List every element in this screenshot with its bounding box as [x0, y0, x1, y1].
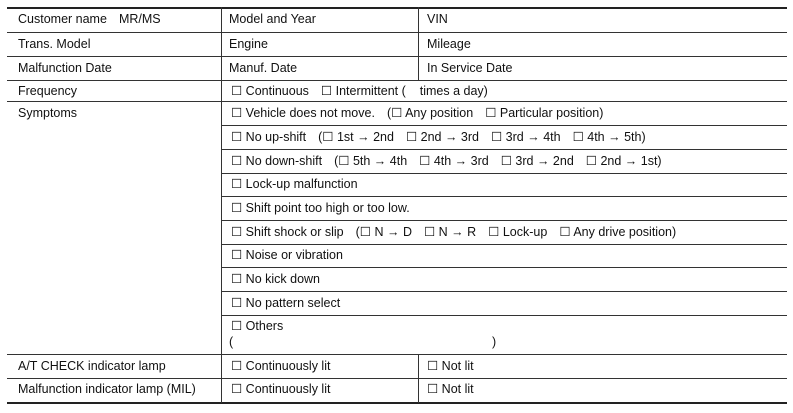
table-top-border — [7, 7, 787, 9]
row-divider — [7, 32, 787, 33]
row-divider — [222, 196, 787, 197]
downshift-2-1-checkbox[interactable]: ☐ 2nd → 1st) — [585, 154, 662, 168]
mil-not-lit-checkbox[interactable]: ☐ Not lit — [427, 382, 474, 396]
no-kickdown-checkbox[interactable]: ☐ No kick down — [231, 272, 321, 286]
others-close-paren: ) — [492, 335, 497, 349]
column-divider — [418, 7, 419, 80]
trans-model-label: Trans. Model — [18, 37, 91, 51]
upshift-1-2-checkbox[interactable]: (☐ 1st → 2nd — [318, 130, 394, 144]
customer-name-label: Customer name MR/MS — [18, 12, 161, 26]
upshift-3-4-checkbox[interactable]: ☐ 3rd → 4th — [491, 130, 561, 144]
downshift-3-2-checkbox[interactable]: ☐ 3rd → 2nd — [500, 154, 574, 168]
frequency-label: Frequency — [18, 84, 78, 98]
model-year-label: Model and Year — [229, 12, 316, 26]
row-divider — [7, 80, 787, 81]
row-divider — [222, 149, 787, 150]
vin-label: VIN — [427, 12, 448, 26]
shock-lockup-checkbox[interactable]: ☐ Lock-up — [488, 225, 548, 239]
symptom-row-downshift — [231, 154, 662, 168]
vehicle-not-move-checkbox[interactable]: ☐ Vehicle does not move. — [231, 106, 375, 120]
malfunction-date-label: Malfunction Date — [18, 61, 112, 75]
shock-n-d-checkbox[interactable]: (☐ N → D — [355, 225, 412, 239]
downshift-5-4-checkbox[interactable]: (☐ 5th → 4th — [334, 154, 408, 168]
column-divider — [221, 7, 222, 403]
row-divider — [7, 56, 787, 57]
manuf-date-label: Manuf. Date — [229, 61, 298, 75]
times-a-day-label: times a day) — [419, 84, 488, 98]
at-check-not-lit-checkbox[interactable]: ☐ Not lit — [427, 359, 474, 373]
mil-label: Malfunction indicator lamp (MIL) — [18, 382, 196, 396]
diagnostic-worksheet — [7, 7, 787, 405]
row-divider — [7, 101, 787, 102]
no-upshift-checkbox[interactable]: ☐ No up-shift — [231, 130, 307, 144]
row-divider — [7, 378, 787, 379]
shift-point-checkbox[interactable]: ☐ Shift point too high or too low. — [231, 201, 410, 215]
row-divider — [222, 244, 787, 245]
frequency-options — [231, 84, 488, 98]
row-divider — [222, 125, 787, 126]
symptom-row-shift-shock — [231, 225, 676, 239]
mil-continuously-lit-checkbox[interactable]: ☐ Continuously lit — [231, 382, 331, 396]
intermittent-checkbox[interactable]: ☐ Intermittent ( — [320, 84, 406, 98]
continuous-checkbox[interactable]: ☐ Continuous — [231, 84, 309, 98]
in-service-date-label: In Service Date — [427, 61, 513, 75]
others-checkbox[interactable]: ☐ Others — [231, 319, 284, 333]
row-divider — [222, 220, 787, 221]
shift-shock-checkbox[interactable]: ☐ Shift shock or slip — [231, 225, 344, 239]
row-divider — [222, 291, 787, 292]
symptoms-label: Symptoms — [18, 106, 78, 120]
upshift-2-3-checkbox[interactable]: ☐ 2nd → 3rd — [405, 130, 479, 144]
mileage-label: Mileage — [427, 37, 471, 51]
no-pattern-select-checkbox[interactable]: ☐ No pattern select — [231, 296, 341, 310]
lockup-malfunction-checkbox[interactable]: ☐ Lock-up malfunction — [231, 177, 358, 191]
shock-any-drive-checkbox[interactable]: ☐ Any drive position) — [559, 225, 677, 239]
symptom-row-vehicle — [231, 106, 603, 120]
particular-position-checkbox[interactable]: ☐ Particular position) — [485, 106, 604, 120]
table-bottom-border — [7, 402, 787, 404]
row-divider — [222, 173, 787, 174]
column-divider — [418, 354, 419, 403]
symptom-row-upshift — [231, 130, 646, 144]
row-divider — [222, 267, 787, 268]
engine-label: Engine — [229, 37, 268, 51]
no-downshift-checkbox[interactable]: ☐ No down-shift — [231, 154, 323, 168]
downshift-4-3-checkbox[interactable]: ☐ 4th → 3rd — [419, 154, 489, 168]
at-check-continuously-lit-checkbox[interactable]: ☐ Continuously lit — [231, 359, 331, 373]
noise-vibration-checkbox[interactable]: ☐ Noise or vibration — [231, 248, 343, 262]
row-divider — [222, 315, 787, 316]
upshift-4-5-checkbox[interactable]: ☐ 4th → 5th) — [572, 130, 646, 144]
at-check-lamp-label: A/T CHECK indicator lamp — [18, 359, 166, 373]
shock-n-r-checkbox[interactable]: ☐ N → R — [423, 225, 477, 239]
mr-ms-label: MR/MS — [118, 12, 161, 26]
any-position-checkbox[interactable]: (☐ Any position — [386, 106, 474, 120]
others-open-paren: ( — [229, 335, 234, 349]
row-divider — [7, 354, 787, 355]
